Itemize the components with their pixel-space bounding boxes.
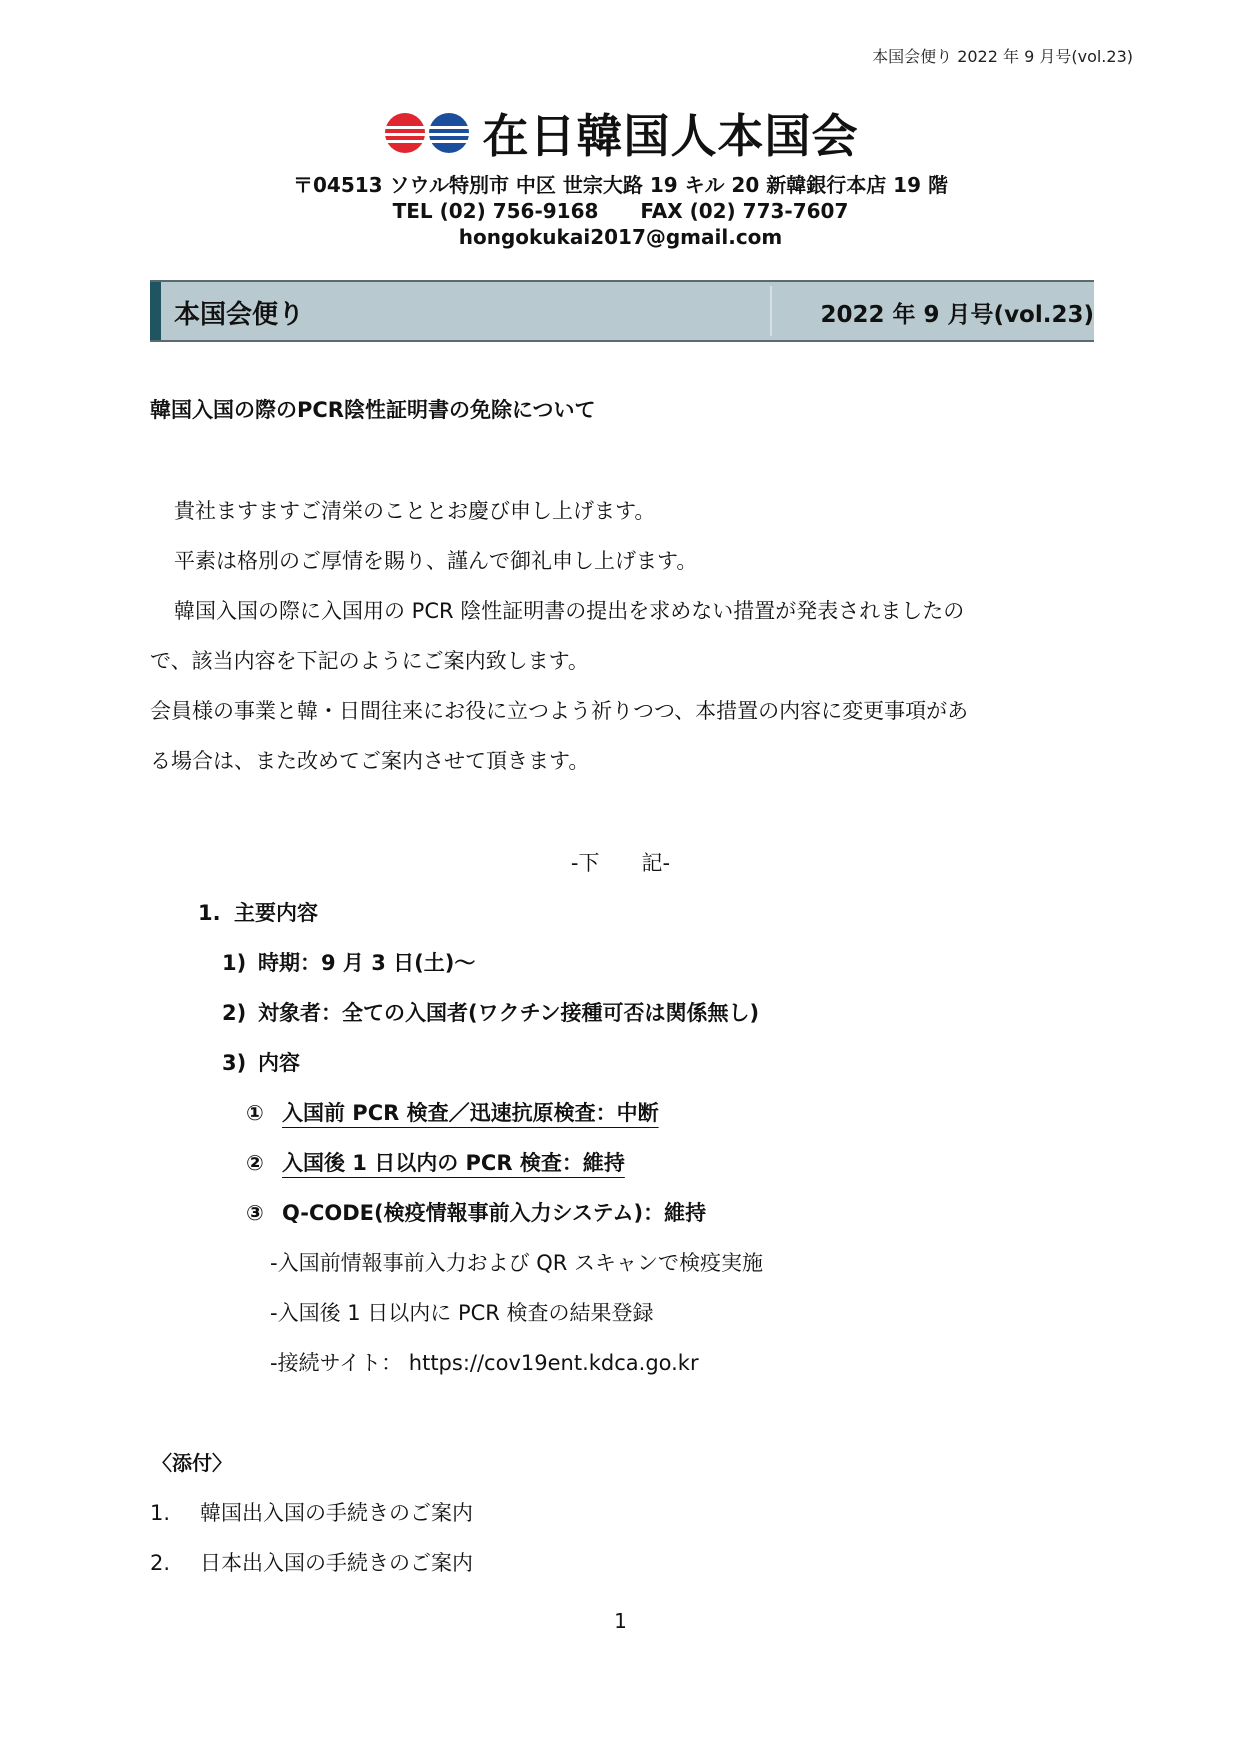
sub-list-number: ③: [246, 1201, 264, 1225]
attachment-text: 韓国出入国の手続きのご案内: [200, 1501, 473, 1525]
banner-divider: [770, 286, 772, 336]
body-paragraph: 平素は格別のご厚情を賜り、謹んで御礼申し上げます。: [174, 549, 698, 573]
list-number: 3): [222, 1051, 247, 1075]
attachment-number: 1.: [150, 1501, 171, 1525]
list-item: [222, 947, 475, 977]
document-subject: 韓国入国の際のPCR陰性証明書の免除について: [150, 398, 596, 422]
sub-list-item: [246, 1197, 706, 1227]
banner-issue: 2022 年 9 月号(vol.23): [820, 302, 1094, 328]
list-text: 対象者：全ての入国者(ワクチン接種可否は関係無し): [258, 1001, 760, 1025]
detail-line: -入国後 1 日以内に PCR 検査の結果登録: [270, 1301, 654, 1325]
attachment-text: 日本出入国の手続きのご案内: [200, 1551, 473, 1575]
sub-list-text: Q-CODE(検疫情報事前入力システム)：維持: [282, 1201, 707, 1225]
banner-accent-bar: [150, 282, 161, 340]
body-paragraph: 韓国入国の際に入国用の PCR 陰性証明書の提出を求めない措置が発表されましたの: [174, 599, 965, 623]
organization-name: 在日韓国人本国会: [482, 109, 859, 163]
attachments-heading: 〈添付〉: [152, 1451, 232, 1475]
sub-list-number: ②: [246, 1151, 264, 1175]
organization-logo-icon: [383, 108, 473, 158]
notice-heading: -下 記-: [570, 851, 671, 875]
running-header: 本国会便り 2022 年 9 月号(vol.23): [872, 47, 1133, 66]
organization-email: hongokukai2017@gmail.com: [458, 225, 783, 249]
page-number: 1: [614, 1609, 627, 1633]
sub-list-text: 入国前 PCR 検査／迅速抗原検査：中断: [282, 1101, 659, 1125]
attachment-item: [150, 1547, 473, 1577]
detail-line: -入国前情報事前入力および QR スキャンで検疫実施: [270, 1251, 764, 1275]
body-paragraph: で、該当内容を下記のようにご案内致します。: [150, 649, 589, 673]
body-paragraph: る場合は、また改めてご案内させて頂きます。: [150, 749, 590, 773]
newsletter-banner: [150, 280, 1094, 342]
sub-list-number: ①: [246, 1101, 264, 1125]
body-paragraph: 会員様の事業と韓・日間往来にお役に立つよう祈りつつ、本措置の内容に変更事項があ: [150, 699, 969, 723]
organization-tel: TEL (02) 756-9168: [392, 199, 599, 223]
list-text: 内容: [258, 1051, 300, 1075]
body-paragraph: 貴社ますますご清栄のこととお慶び申し上げます。: [174, 499, 656, 523]
attachment-item: [150, 1497, 473, 1527]
organization-phone-fax: [0, 198, 1241, 224]
list-item: [222, 997, 759, 1027]
list-number: 2): [222, 1001, 247, 1025]
section-title: 主要内容: [234, 901, 318, 925]
sub-list-item: [246, 1147, 625, 1177]
list-item: [222, 1047, 300, 1077]
list-number: 1): [222, 951, 247, 975]
sub-list-item: [246, 1097, 659, 1127]
organization-fax: FAX (02) 773-7607: [640, 199, 849, 223]
section-heading: [198, 897, 318, 927]
detail-line: -接続サイト： https://cov19ent.kdca.go.kr: [270, 1351, 699, 1375]
sub-list-text: 入国後 1 日以内の PCR 検査：維持: [282, 1151, 625, 1175]
section-number: 1.: [198, 901, 221, 925]
organization-address: 〒04513 ソウル特別市 中区 世宗大路 19 キル 20 新韓銀行本店 19 階: [293, 173, 948, 197]
organization-header: [0, 100, 1241, 250]
attachment-number: 2.: [150, 1551, 171, 1575]
list-text: 時期：9 月 3 日(土)～: [258, 951, 476, 975]
banner-title: 本国会便り: [174, 300, 305, 330]
org-title-row: [383, 100, 859, 166]
